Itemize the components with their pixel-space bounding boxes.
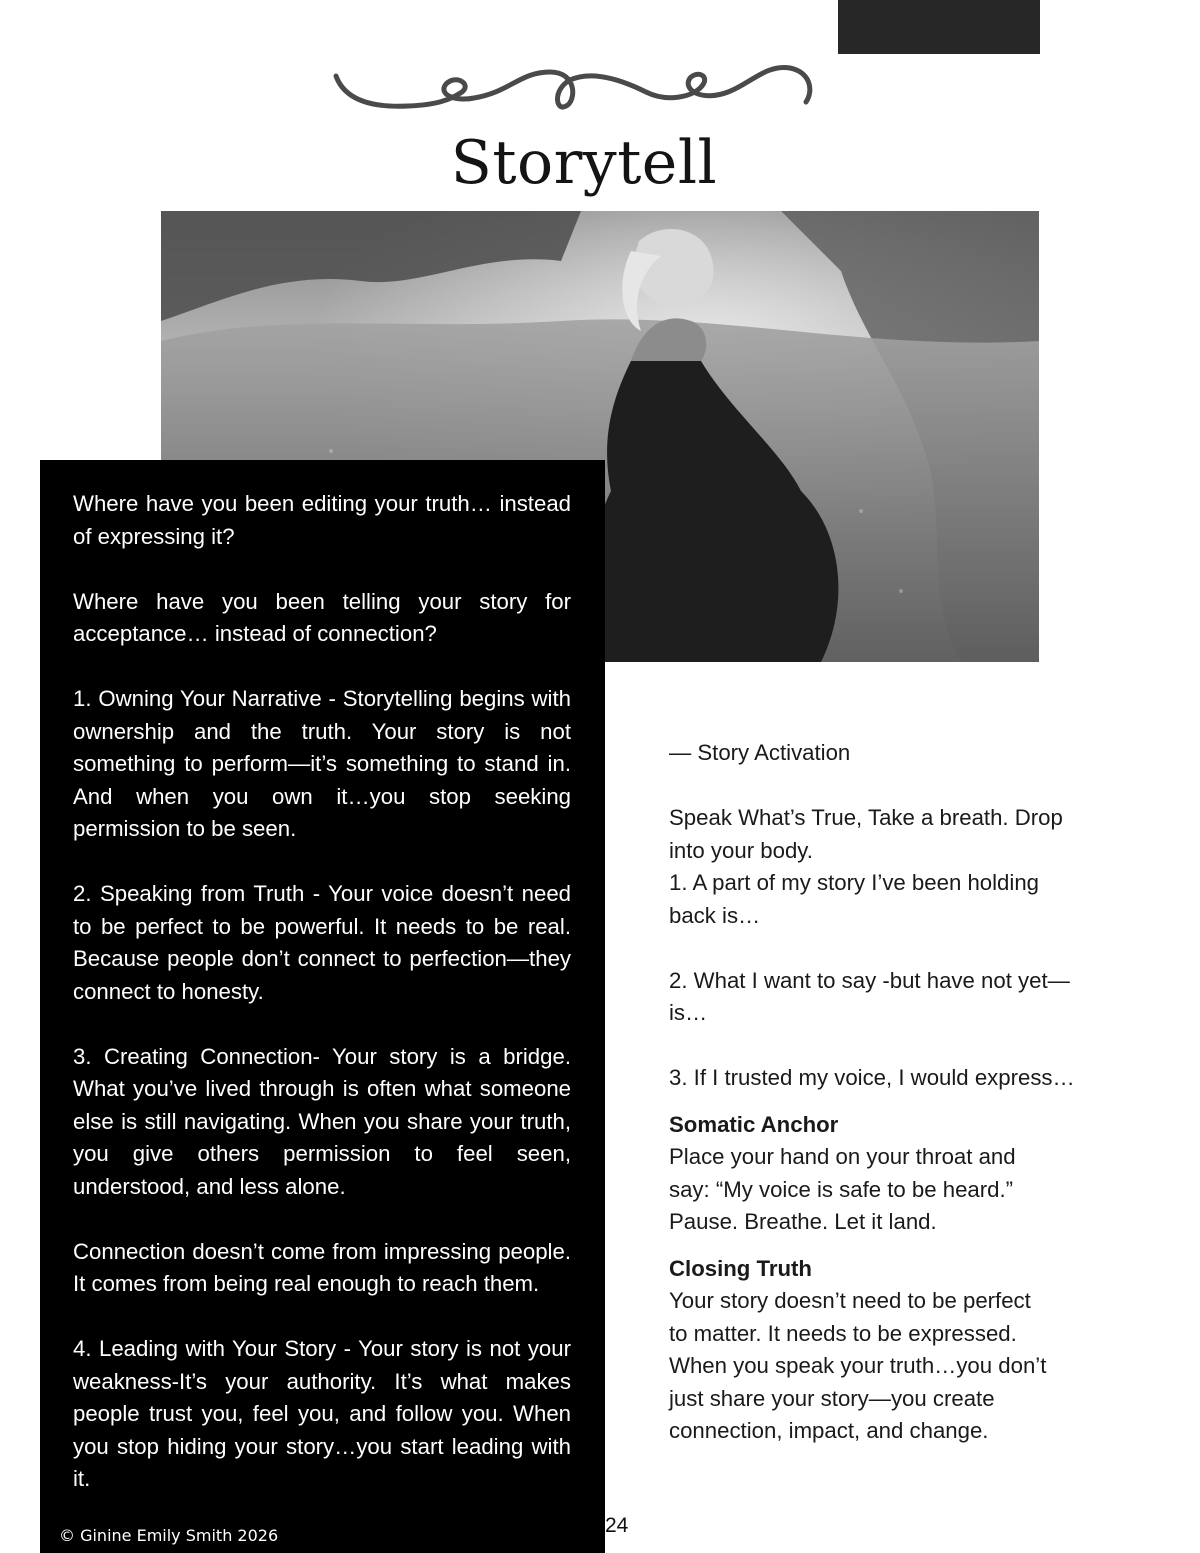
owning-narrative-paragraph: 1. Owning Your Narrative - Storytelling begins with ownership and the truth. Your story is not something to perform—it’s something to stand in. And when you own it…you stop seeking permission to be seen. xyxy=(73,686,571,841)
prompt-1-line-1: 1. A part of my story I’ve been holding xyxy=(669,870,1040,895)
closing-truth-heading: Closing Truth xyxy=(669,1255,812,1281)
closing-line-1: Your story doesn’t need to be perfect xyxy=(669,1288,1031,1313)
reflection-question-1: Where have you been editing your truth… instead of expressing it? xyxy=(73,491,571,549)
page-number: 24 xyxy=(605,1514,629,1537)
creating-connection-paragraph: 3. Creating Connection- Your story is a bridge. What you’ve lived through is often what someone else is still navigating. When you share your truth, you give others permission to feel seen, understood, and less alone. xyxy=(73,1043,571,1199)
activation-intro-line-2: into your body. xyxy=(669,837,813,863)
activation-intro-line-1: Speak What’s True, Take a breath. Drop xyxy=(669,805,1063,830)
closing-line-5: connection, impact, and change. xyxy=(669,1418,989,1443)
prompt-1-line-2: back is… xyxy=(669,902,761,928)
reflection-panel xyxy=(40,460,605,1553)
activation-heading: — Story Activation xyxy=(669,740,851,765)
closing-line-2: to matter. It needs to be expressed. xyxy=(669,1320,1017,1346)
corner-decoration-block xyxy=(838,0,1040,54)
closing-line-4: just share your story—you create xyxy=(669,1385,995,1411)
reflection-question-2: Where have you been telling your story for acceptance… instead of connection? xyxy=(73,588,571,646)
somatic-line-3: Pause. Breathe. Let it land. xyxy=(669,1209,937,1234)
story-activation-section xyxy=(669,737,1109,1448)
somatic-anchor-heading: Somatic Anchor xyxy=(669,1111,839,1137)
connection-paragraph: Connection doesn’t come from impressing people. It comes from being real enough to reach them. xyxy=(73,1238,571,1296)
leading-story-paragraph: 4. Leading with Your Story - Your story is not your weakness-It’s your authority. It’s what makes people trust you, feel you, and follow you. When you stop hiding your story…you start leading with it. xyxy=(73,1336,571,1491)
decorative-flourish-icon xyxy=(330,62,820,124)
somatic-line-2: say: “My voice is safe to be heard.” xyxy=(669,1176,1014,1202)
prompt-3: 3. If I trusted my voice, I would express… xyxy=(669,1065,1075,1090)
speaking-truth-paragraph: 2. Speaking from Truth - Your voice doesn’t need to be perfect to be powerful. It needs to be real. Because people don’t connect to perfection—they connect to honesty. xyxy=(73,881,571,1004)
copyright-notice: © Ginine Emily Smith 2026 xyxy=(59,1526,279,1545)
prompt-2-line-2: is… xyxy=(669,1000,708,1025)
prompt-2-line-1: 2. What I want to say -but have not yet— xyxy=(669,967,1070,993)
closing-line-3: When you speak your truth…you don’t xyxy=(669,1353,1047,1378)
somatic-line-1: Place your hand on your throat and xyxy=(669,1144,1016,1169)
page-title: Storytell xyxy=(450,128,718,198)
